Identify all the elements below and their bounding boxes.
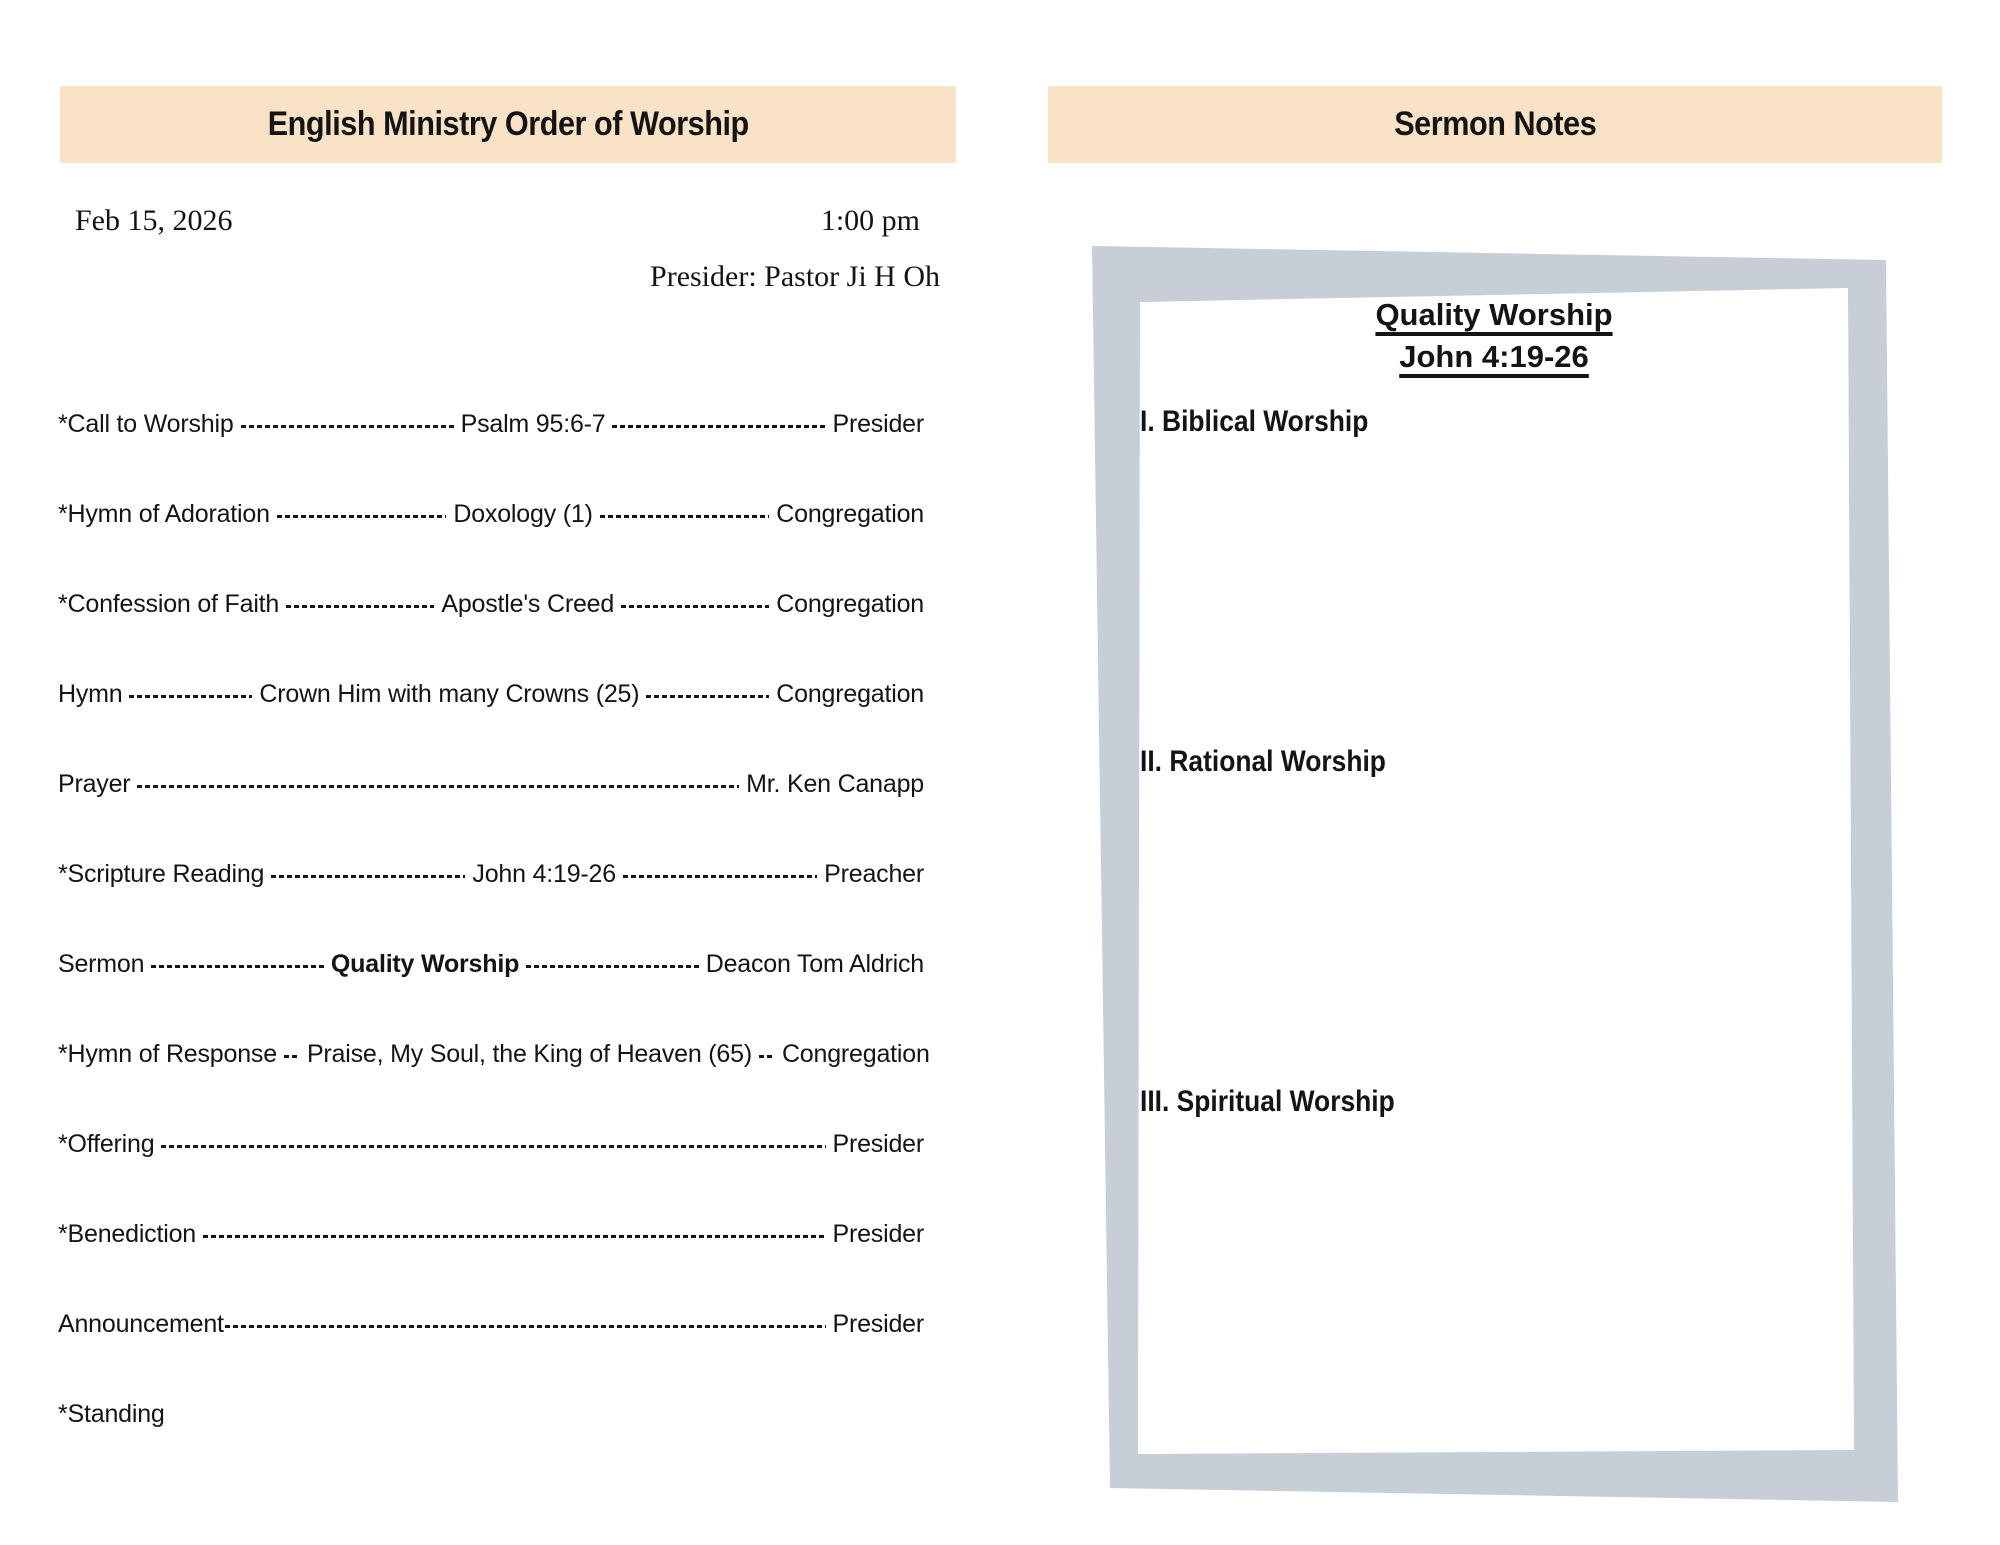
order-item-assignee: Congregation	[776, 500, 924, 528]
sermon-notes-title: Sermon Notes	[1393, 105, 1597, 143]
order-row	[58, 1217, 924, 1251]
order-item-assignee: Deacon Tom Aldrich	[705, 950, 925, 978]
dash-leader	[151, 947, 324, 981]
dash-leader	[621, 587, 769, 621]
order-item-assignee: Presider	[832, 1220, 924, 1248]
order-item-detail: John 4:19-26	[472, 860, 616, 888]
dash-leader	[759, 1037, 775, 1071]
dash-leader	[225, 1307, 826, 1341]
order-item-detail: Apostle's Creed	[441, 590, 615, 618]
order-list	[58, 407, 930, 1487]
order-of-worship-banner	[60, 86, 956, 163]
order-item-label: *Benediction	[58, 1220, 196, 1248]
order-row	[58, 587, 924, 621]
dash-leader	[271, 857, 465, 891]
order-item-assignee: Presider	[832, 410, 924, 438]
dash-leader	[241, 407, 454, 441]
dash-leader	[137, 767, 739, 801]
order-row	[58, 407, 924, 441]
order-item-assignee: Congregation	[776, 680, 925, 708]
order-item-assignee: Preacher	[824, 860, 924, 888]
dash-leader	[286, 587, 434, 621]
dash-leader	[284, 1037, 300, 1071]
order-item-assignee: Congregation	[776, 590, 925, 618]
order-row	[58, 857, 924, 891]
order-item-detail: Psalm 95:6-7	[460, 410, 606, 438]
dash-leader	[646, 677, 769, 711]
order-item-label: *Hymn of Response	[58, 1040, 277, 1068]
frame-inner-paper	[1138, 288, 1854, 1454]
dash-leader	[203, 1217, 826, 1251]
dash-leader	[129, 677, 252, 711]
order-row	[58, 1307, 924, 1341]
sermon-section-3: III. Spiritual Worship	[1140, 1085, 1395, 1118]
order-item-label: *Confession of Faith	[58, 590, 280, 618]
dash-leader	[600, 497, 770, 531]
order-row	[58, 767, 924, 801]
dash-leader	[526, 947, 699, 981]
order-item-assignee: Presider	[832, 1130, 924, 1158]
order-item-label: Sermon	[58, 950, 145, 978]
order-item-detail: Quality Worship	[330, 950, 520, 978]
order-of-worship-title: English Ministry Order of Worship	[267, 105, 749, 143]
order-item-assignee: Mr. Ken Canapp	[746, 770, 924, 798]
presider-line: Presider: Pastor Ji H Oh	[650, 260, 940, 293]
order-item-detail: Praise, My Soul, the King of Heaven (65)	[306, 1040, 752, 1068]
service-date: Feb 15, 2026	[75, 204, 233, 237]
order-row	[58, 1037, 930, 1071]
sermon-title-block	[1140, 294, 1848, 378]
dash-leader	[277, 497, 447, 531]
sermon-notes-banner	[1048, 86, 1942, 163]
sermon-title: Quality Worship	[1375, 297, 1613, 332]
sermon-section-1: I. Biblical Worship	[1140, 405, 1369, 438]
sermon-section-2: II. Rational Worship	[1140, 745, 1386, 778]
date-time-row	[75, 204, 920, 238]
order-row	[58, 497, 924, 531]
order-item-label: *Hymn of Adoration	[58, 500, 270, 528]
order-item-label: *Call to Worship	[58, 410, 234, 438]
order-item-label: Prayer	[58, 770, 131, 798]
order-item-assignee: Congregation	[781, 1040, 930, 1068]
dash-leader	[623, 857, 817, 891]
service-time: 1:00 pm	[820, 204, 920, 237]
dash-leader	[612, 407, 825, 441]
dash-leader	[161, 1127, 825, 1161]
order-item-label: *Offering	[58, 1130, 155, 1158]
order-item-label: *Standing	[58, 1400, 165, 1428]
order-item-detail: Crown Him with many Crowns (25)	[259, 680, 640, 708]
order-item-label: Hymn	[58, 680, 123, 708]
order-item-detail: Doxology (1)	[453, 500, 593, 528]
order-row	[58, 947, 924, 981]
order-row	[58, 677, 924, 711]
order-item-assignee: Presider	[832, 1310, 924, 1338]
order-item-label: Announcement	[58, 1310, 224, 1338]
sermon-scripture: John 4:19-26	[1399, 339, 1589, 374]
order-row	[58, 1127, 924, 1161]
order-row	[58, 1397, 924, 1431]
order-item-label: *Scripture Reading	[58, 860, 265, 888]
